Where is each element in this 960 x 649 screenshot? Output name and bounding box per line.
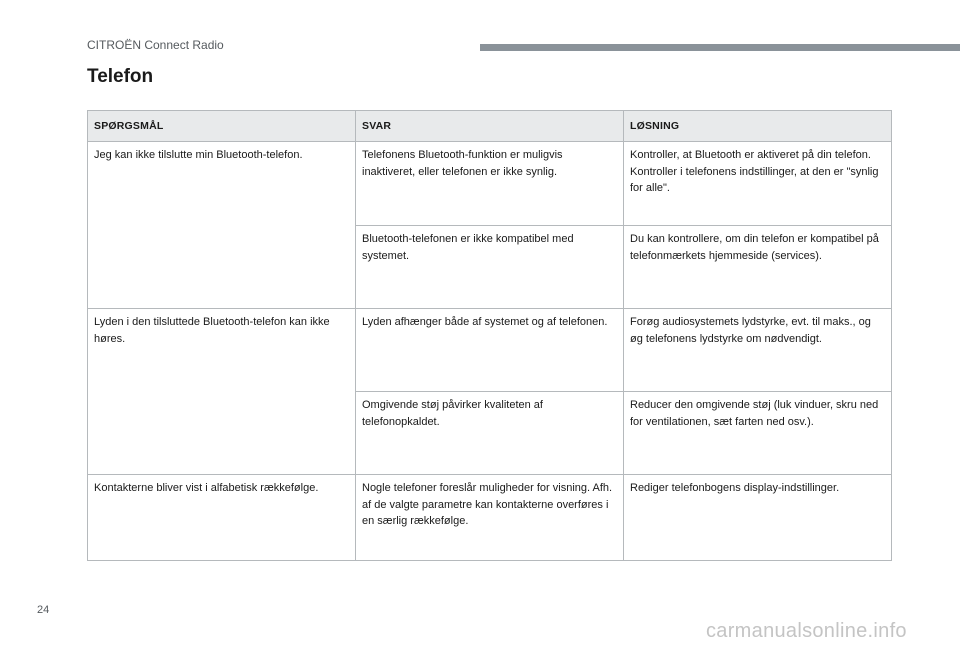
solution-cell: Rediger telefonbogens display-indstillinger. [624, 475, 892, 561]
question-cell: Kontakterne bliver vist i alfabetisk rækkefølge. [88, 475, 356, 561]
answer-cell: Lyden afhænger både af systemet og af telefonen. [356, 309, 624, 392]
table-row [88, 392, 892, 475]
solution-cell: Reducer den omgivende støj (luk vinduer, skru ned for ventilationen, sæt farten ned osv.). [624, 392, 892, 475]
answer-cell: Telefonens Bluetooth-funktion er muligvis inaktiveret, eller telefonen er ikke synlig. [356, 142, 624, 226]
answer-cell: Nogle telefoner foreslår muligheder for visning. Afh. af de valgte parametre kan kontakterne overføres i en særlig rækkefølge. [356, 475, 624, 561]
solution-cell: Forøg audiosystemets lydstyrke, evt. til maks., og øg telefonens lydstyrke om nødvendigt. [624, 309, 892, 392]
table-row [88, 226, 892, 309]
question-cell: Jeg kan ikke tilslutte min Bluetooth-telefon. [88, 142, 356, 226]
column-header-question: SPØRGSMÅL [88, 111, 356, 142]
column-header-solution: LØSNING [624, 111, 892, 142]
solution-cell: Du kan kontrollere, om din telefon er kompatibel på telefonmærkets hjemmeside (services). [624, 226, 892, 309]
question-cell: Lyden i den tilsluttede Bluetooth-telefon kan ikke høres. [88, 309, 356, 392]
watermark: carmanualsonline.info [706, 620, 907, 642]
solution-cell: Kontroller, at Bluetooth er aktiveret på din telefon. Kontroller i telefonens indstillinger, at den er "synlig for alle". [624, 142, 892, 226]
answer-cell: Bluetooth-telefonen er ikke kompatibel med systemet. [356, 226, 624, 309]
page-title: Telefon [87, 66, 154, 87]
question-cell [88, 392, 356, 475]
table-row [88, 309, 892, 392]
table-header-row [88, 111, 892, 142]
header-brand: CITROËN Connect Radio [87, 38, 224, 52]
troubleshooting-table [87, 110, 892, 561]
table-row [88, 475, 892, 561]
column-header-answer: SVAR [356, 111, 624, 142]
page-number: 24 [37, 604, 50, 616]
table-row [88, 142, 892, 226]
question-cell [88, 226, 356, 309]
answer-cell: Omgivende støj påvirker kvaliteten af telefonopkaldet. [356, 392, 624, 475]
header-bar [480, 44, 960, 51]
